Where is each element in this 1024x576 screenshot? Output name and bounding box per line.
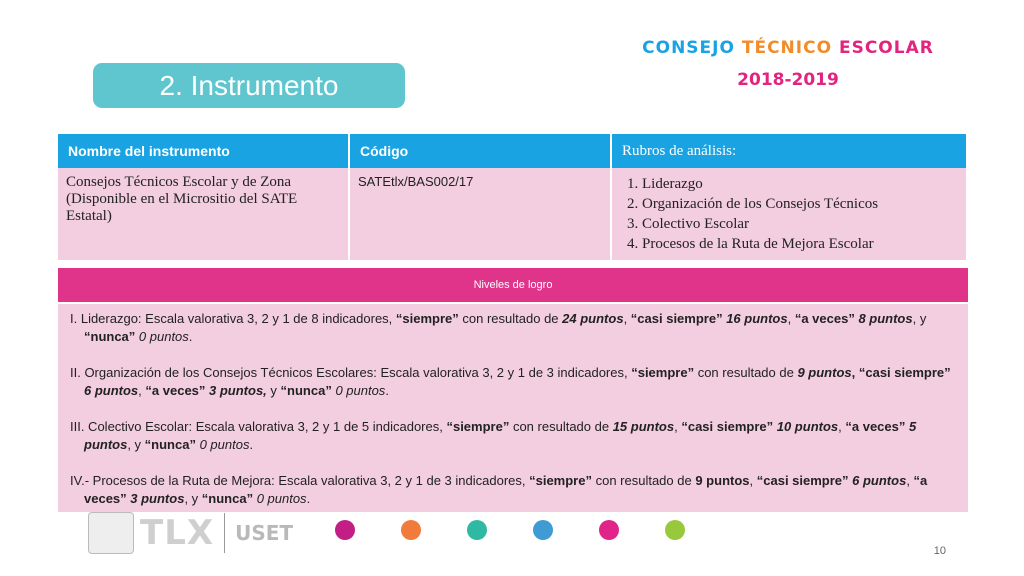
- level-text-segment: “a veces”: [145, 383, 210, 398]
- school-year: 2018-2019: [737, 70, 839, 90]
- level-paragraph: [70, 310, 956, 346]
- levels-header: Niveles de logro: [58, 268, 968, 303]
- level-text-segment: “casi siempre”: [630, 311, 727, 326]
- rubro-item: 2. Organización de los Consejos Técnicos: [642, 194, 958, 214]
- rubro-item: 1. Liderazgo: [642, 174, 958, 194]
- level-text-segment: “siempre”: [446, 419, 510, 434]
- decorative-dot: [599, 520, 619, 540]
- council-title-word: CONSEJO: [642, 38, 742, 58]
- level-text-segment: con resultado de: [458, 311, 563, 326]
- level-text-segment: 9 puntos: [797, 365, 852, 380]
- level-text-segment: 15 puntos: [612, 419, 675, 434]
- level-text-segment: 24 puntos: [562, 311, 624, 326]
- level-text-segment: ,: [787, 311, 795, 326]
- level-text-segment: ,: [838, 419, 846, 434]
- level-text-segment: ,: [906, 473, 914, 488]
- rubro-item: 3. Colectivo Escolar: [642, 214, 958, 234]
- instrument-table: [58, 134, 968, 260]
- level-text-segment: “a veces”: [794, 311, 859, 326]
- level-text-segment: “casi siempre”: [756, 473, 853, 488]
- level-text-segment: “nunca”: [280, 383, 336, 398]
- level-text-segment: con resultado de: [694, 365, 798, 380]
- state-seal-logo: [88, 512, 134, 554]
- level-text-segment: 3 puntos: [130, 491, 185, 506]
- level-text-segment: 6 puntos: [84, 383, 139, 398]
- level-text-segment: 9 puntos: [695, 473, 750, 488]
- level-text-segment: 10 puntos: [776, 419, 839, 434]
- header-instrument-name: Nombre del instrumento: [58, 134, 349, 168]
- level-text-segment: “casi siempre”: [858, 365, 951, 380]
- level-text-segment: “casi siempre”: [681, 419, 777, 434]
- rubros-cell: [611, 168, 967, 260]
- decorative-dot: [533, 520, 553, 540]
- level-text-segment: .: [385, 383, 389, 398]
- level-text-segment: , y: [127, 437, 145, 452]
- level-text-segment: “siempre”: [631, 365, 695, 380]
- level-text-segment: .: [306, 491, 311, 506]
- level-text-segment: .: [188, 329, 193, 344]
- level-text-segment: “siempre”: [395, 311, 459, 326]
- level-text-segment: ,: [749, 473, 757, 488]
- level-text-segment: ,: [138, 383, 146, 398]
- level-text-segment: 3 puntos,: [209, 383, 267, 398]
- council-title: [598, 38, 978, 58]
- header-code: Código: [349, 134, 611, 168]
- council-title-word: TÉCNICO: [741, 38, 839, 58]
- level-text-segment: 0 puntos: [138, 329, 189, 344]
- color-dots: [335, 520, 731, 540]
- level-text-segment: “a veces”: [84, 473, 928, 506]
- instrument-header-row: [58, 134, 967, 168]
- page-number: 10: [933, 545, 946, 557]
- level-text-segment: ,: [851, 365, 859, 380]
- logo-divider: [224, 513, 225, 553]
- level-text-segment: 0 puntos: [256, 491, 307, 506]
- header-rubros: Rubros de análisis:: [611, 134, 967, 168]
- levels-row: [58, 303, 968, 512]
- level-text-segment: III. Colectivo Escolar: Escala valorativa 3, 2 y 1 de 5 indicadores,: [70, 419, 447, 434]
- rubros-list: [620, 174, 958, 254]
- level-text-segment: 8 puntos: [858, 311, 913, 326]
- level-text-segment: ,: [623, 311, 631, 326]
- level-text-segment: IV.- Procesos de la Ruta de Mejora: Escala valorativa 3, 2 y 1 de 3 indicadores,: [70, 473, 530, 488]
- level-text-segment: “siempre”: [529, 473, 592, 488]
- level-paragraph: [70, 364, 956, 400]
- instrument-name-cell: Consejos Técnicos Escolar y de Zona (Disponible en el Micrositio del SATE Estatal): [58, 168, 349, 260]
- level-text-segment: , y: [184, 491, 202, 506]
- level-text-segment: “nunca”: [201, 491, 257, 506]
- level-text-segment: “a veces”: [845, 419, 909, 434]
- level-paragraph: [70, 472, 956, 508]
- level-paragraph: [70, 418, 956, 454]
- level-text-segment: con resultado de: [591, 473, 696, 488]
- decorative-dot: [335, 520, 355, 540]
- decorative-dot: [467, 520, 487, 540]
- level-text-segment: 16 puntos: [726, 311, 788, 326]
- section-pill: 2. Instrumento: [93, 63, 405, 108]
- decorative-dot: [401, 520, 421, 540]
- tlx-logo: TLX: [140, 513, 215, 553]
- level-text-segment: 0 puntos: [199, 437, 250, 452]
- level-text-segment: .: [249, 437, 254, 452]
- level-text-segment: 5 puntos: [84, 419, 917, 452]
- level-text-segment: ,: [674, 419, 682, 434]
- level-text-segment: I. Liderazgo: Escala valorativa 3, 2 y 1 de 8 indicadores,: [70, 311, 396, 326]
- levels-table: [58, 268, 968, 512]
- levels-header-row: [58, 268, 968, 303]
- level-text-segment: 0 puntos: [335, 383, 386, 398]
- instrument-code-cell: SATEtlx/BAS002/17: [349, 168, 611, 260]
- level-text-segment: II. Organización de los Consejos Técnicos Escolares: Escala valorativa 3, 2 y 1 de 3 indicadores,: [70, 365, 632, 380]
- uset-logo: USET: [235, 521, 294, 545]
- level-text-segment: “nunca”: [144, 437, 200, 452]
- decorative-dot: [665, 520, 685, 540]
- instrument-row: [58, 168, 967, 260]
- footer-logos: [88, 513, 293, 553]
- rubro-item: 4. Procesos de la Ruta de Mejora Escolar: [642, 234, 958, 254]
- council-title-word: ESCOLAR: [838, 38, 934, 58]
- level-text-segment: y: [266, 383, 281, 398]
- level-text-segment: 6 puntos: [852, 473, 907, 488]
- levels-cell: [58, 303, 968, 512]
- level-text-segment: “nunca”: [84, 329, 139, 344]
- level-text-segment: con resultado de: [509, 419, 613, 434]
- level-text-segment: , y: [912, 311, 927, 326]
